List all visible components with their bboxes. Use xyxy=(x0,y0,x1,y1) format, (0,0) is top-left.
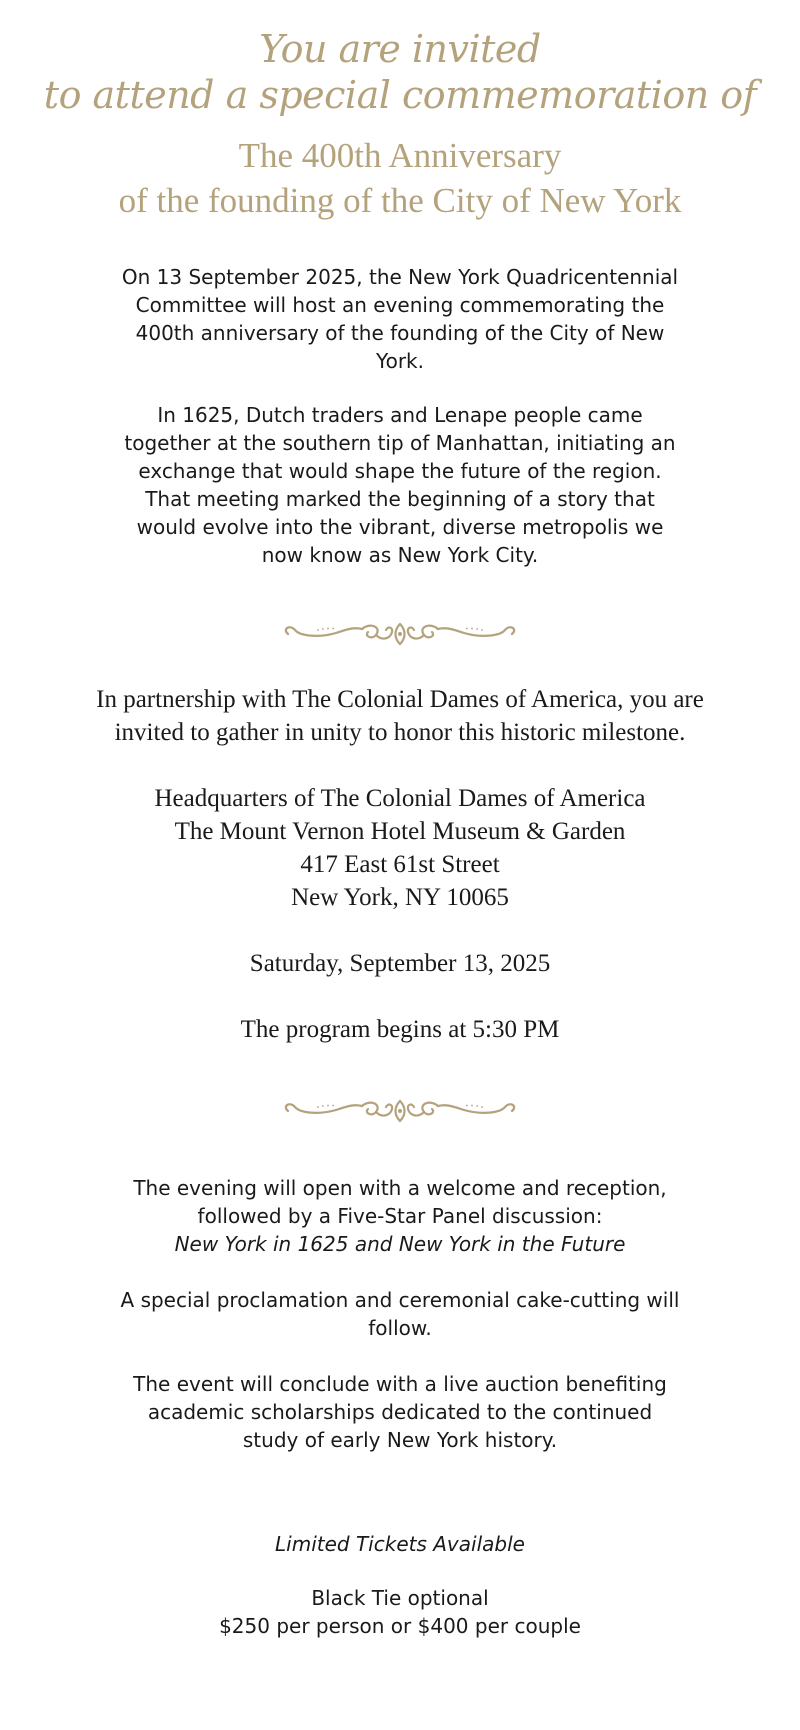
flourish-divider-icon xyxy=(278,619,522,649)
flourish-divider-icon xyxy=(278,1096,522,1126)
venue-address xyxy=(0,782,800,914)
title-line-2: of the founding of the City of New York xyxy=(118,181,682,220)
ticket-details xyxy=(0,1584,800,1640)
anniversary-title xyxy=(0,133,800,223)
intro-paragraph-1: On 13 September 2025, the New York Quadricentennial Committee will host an evening commemorating the 400th anniversary of the founding of the City of New York. xyxy=(121,265,679,373)
panel-title: New York in 1625 and New York in the Future xyxy=(174,1232,626,1256)
venue-line-3: 417 East 61st Street xyxy=(300,851,500,878)
title-line-1: The 400th Anniversary xyxy=(238,136,562,175)
venue-line-4: New York, NY 10065 xyxy=(291,884,509,911)
venue-line-2: The Mount Vernon Hotel Museum & Garden xyxy=(174,818,626,845)
venue-line-1: Headquarters of The Colonial Dames of America xyxy=(154,785,646,812)
invited-script-line: You are invited xyxy=(259,27,541,71)
event-date: Saturday, September 13, 2025 xyxy=(249,950,551,977)
event-time: The program begins at 5:30 PM xyxy=(240,1016,560,1043)
ticket-price: $250 per person or $400 per couple xyxy=(219,1614,581,1638)
proclamation-text: A special proclamation and ceremonial cake-cutting will follow. xyxy=(120,1288,680,1340)
commemoration-script-line: to attend a special commemoration of xyxy=(43,73,757,117)
dress-code: Black Tie optional xyxy=(311,1586,489,1610)
program-opening xyxy=(110,1174,690,1258)
intro-paragraph-2: In 1625, Dutch traders and Lenape people came together at the southern tip of Manhattan, initiating an exchange that would shape the future of the region. That meeting marked the beginning of a story that would evolve into the vibrant, diverse metropolis we now know as New York City. xyxy=(124,403,676,567)
partnership-text: In partnership with The Colonial Dames of America, you are invited to gather in unity to honor this historic milestone. xyxy=(96,686,704,746)
auction-text: The event will conclude with a live auction benefiting academic scholarships dedicated to the continued study of early New York history. xyxy=(133,1372,667,1452)
opening-text: The evening will open with a welcome and reception, followed by a Five-Star Panel discussion: xyxy=(133,1176,667,1228)
tickets-availability: Limited Tickets Available xyxy=(275,1532,525,1556)
